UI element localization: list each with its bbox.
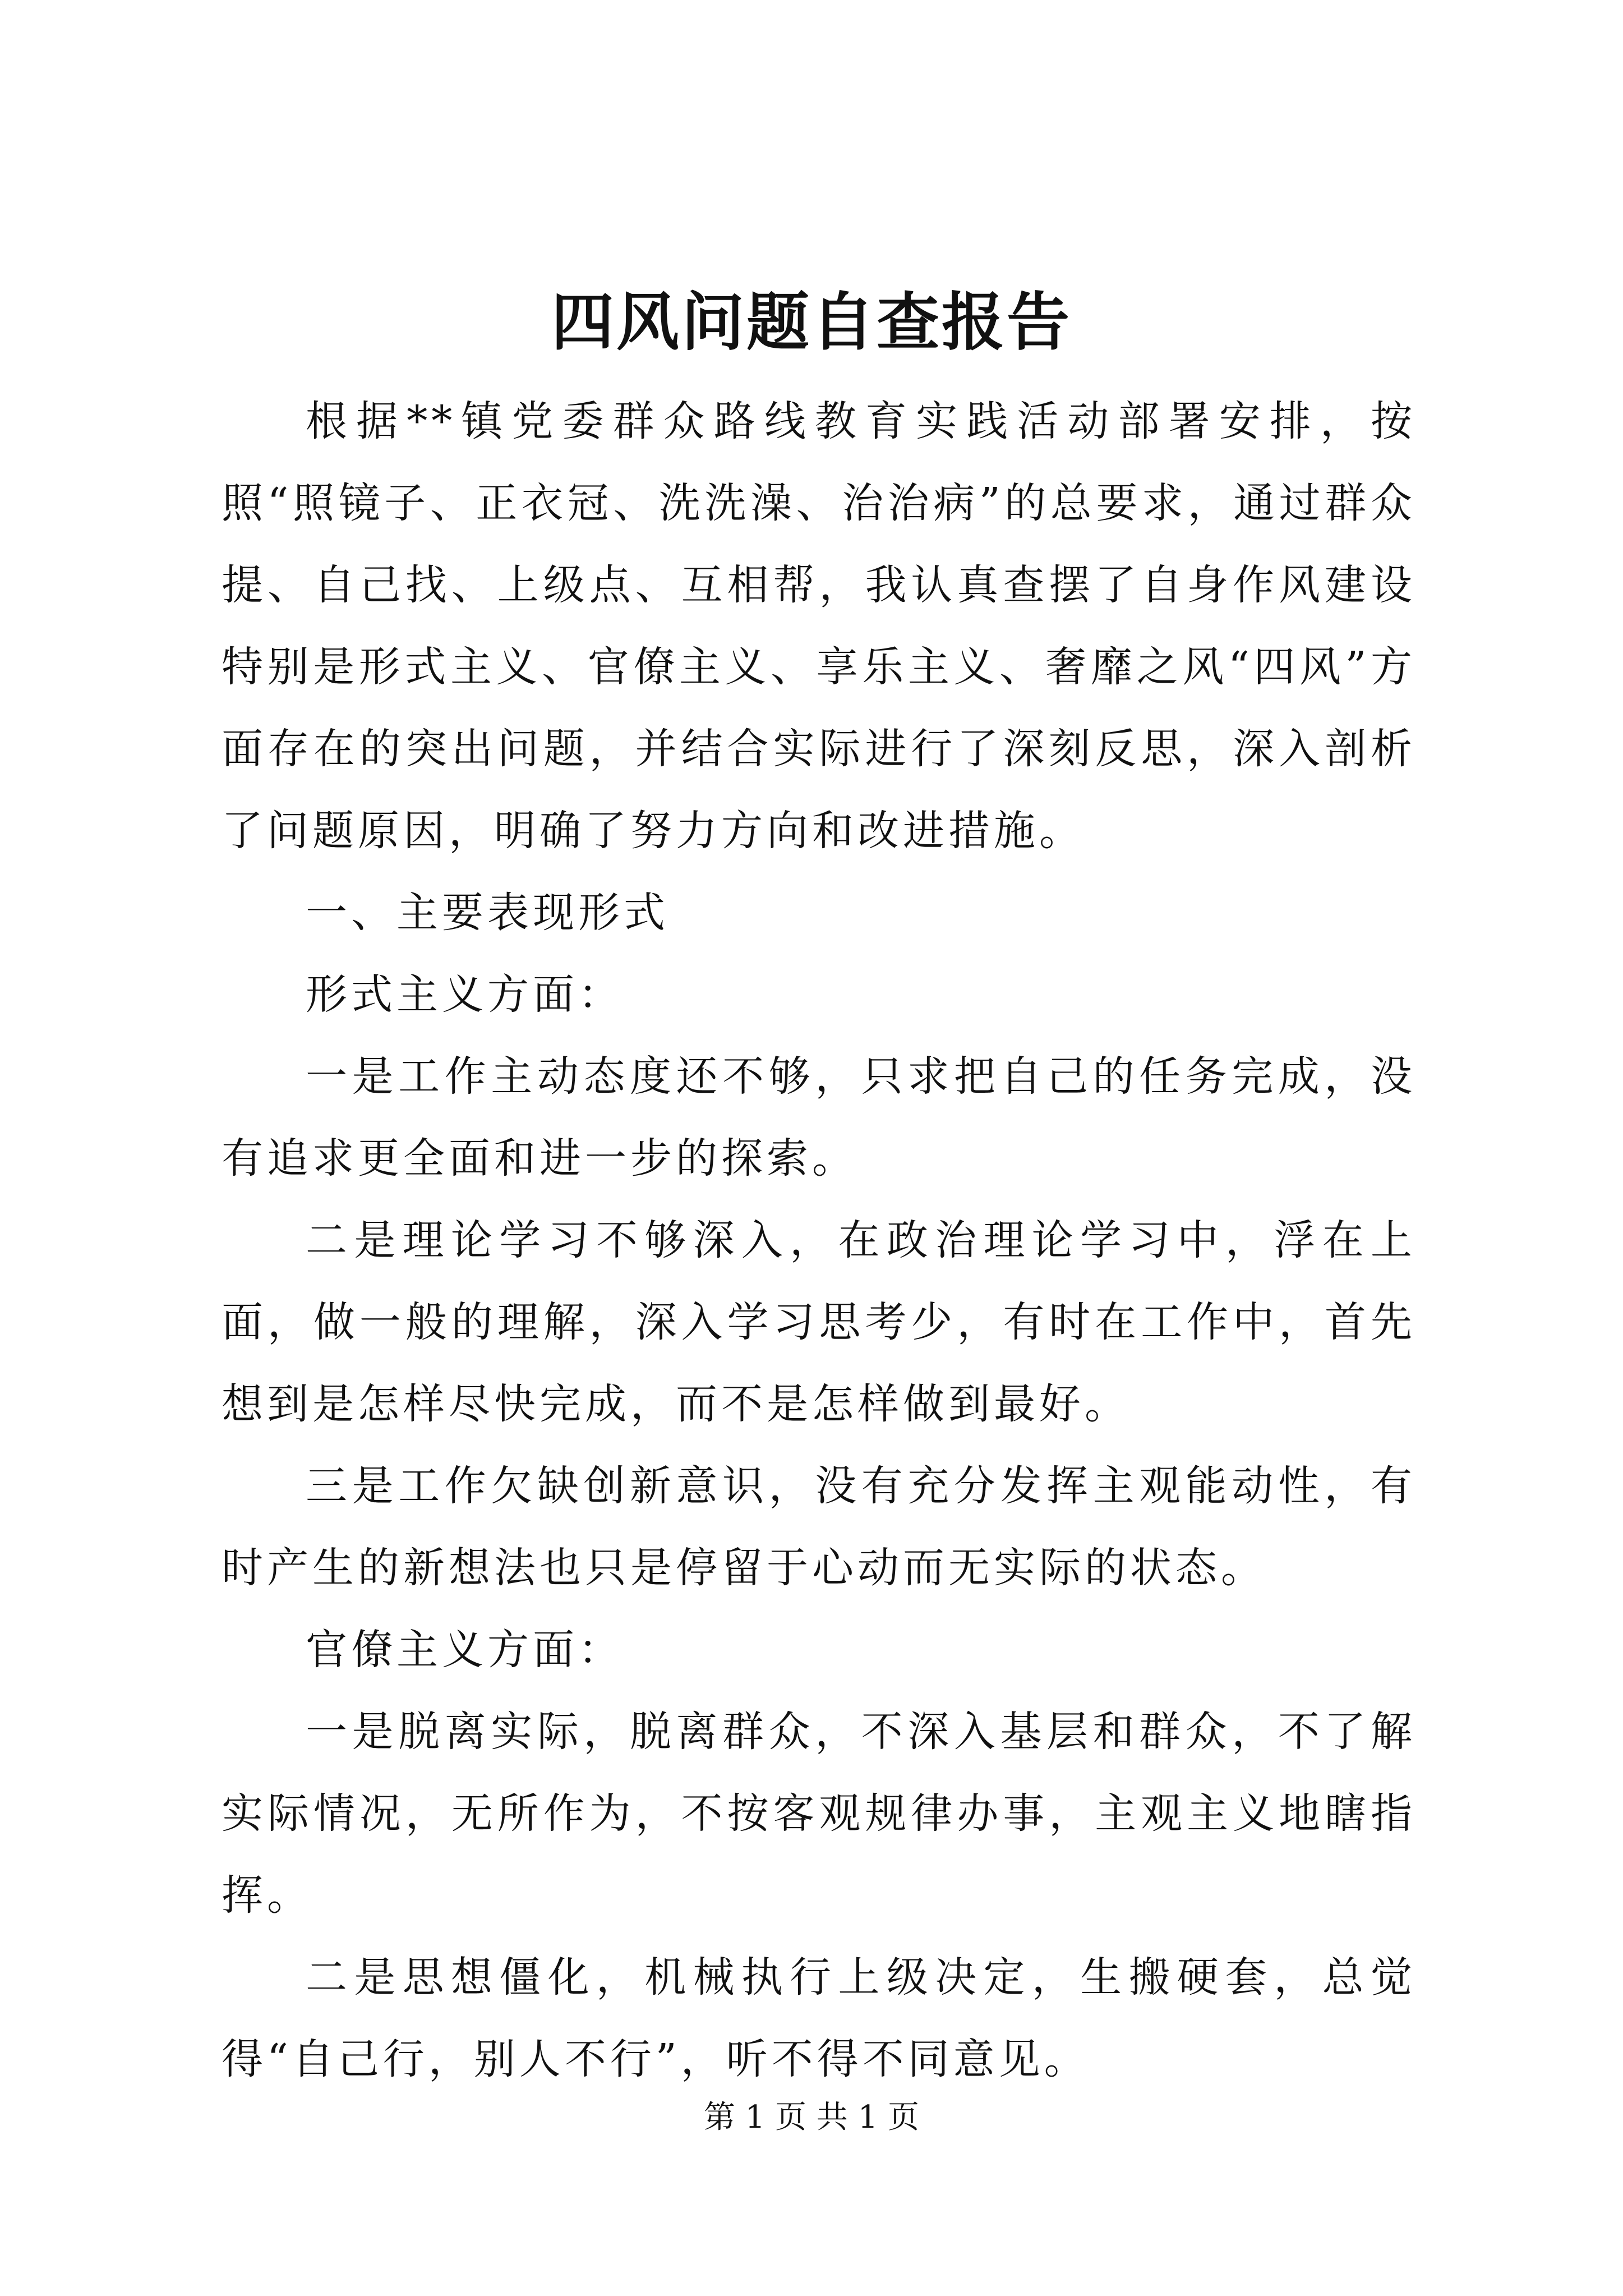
- subsection-heading-formalism: 形式主义方面：: [306, 970, 624, 1019]
- bureaucracy-item-1: 一是脱离实际，脱离群众，不深入基层和群众，不了解实际情况，无所作为，不按客观规律办事，主观主义地瞎指挥。: [222, 1708, 1416, 1920]
- document-body: [222, 380, 1416, 2100]
- formalism-item-2: 二是理论学习不够深入，在政治理论学习中，浮在上面，做一般的理解，深入学习思考少，有时在工作中，首先想到是怎样尽快完成，而不是怎样做到最好。: [222, 1216, 1416, 1428]
- subsection-heading-bureaucracy: 官僚主义方面：: [306, 1626, 624, 1674]
- bureaucracy-item-2: 二是思想僵化，机械执行上级决定，生搬硬套，总觉得“自己行，别人不行”，听不得不同意见。: [222, 1953, 1416, 2083]
- document-title: 四风问题自查报告: [551, 286, 1072, 359]
- intro-paragraph: 根据**镇党委群众路线教育实践活动部署安排，按照“照镜子、正衣冠、洗洗澡、治治病”的总要求，通过群众提、自己找、上级点、互相帮，我认真查摆了自身作风建设特别是形式主义、官僚主义、享乐主义、奢靡之风“四风”方面存在的突出问题，并结合实际进行了深刻反思，深入剖析了问题原因，明确了努力方向和改进措施。: [222, 397, 1416, 855]
- page-footer: 第 1 页 共 1 页: [703, 2099, 920, 2136]
- formalism-item-3: 三是工作欠缺创新意识，没有充分发挥主观能动性，有时产生的新想法也只是停留于心动而无实际的状态。: [222, 1462, 1416, 1592]
- formalism-item-1: 一是工作主动态度还不够，只求把自己的任务完成，没有追求更全面和进一步的探索。: [222, 1052, 1416, 1182]
- section-heading: 一、主要表现形式: [306, 889, 669, 937]
